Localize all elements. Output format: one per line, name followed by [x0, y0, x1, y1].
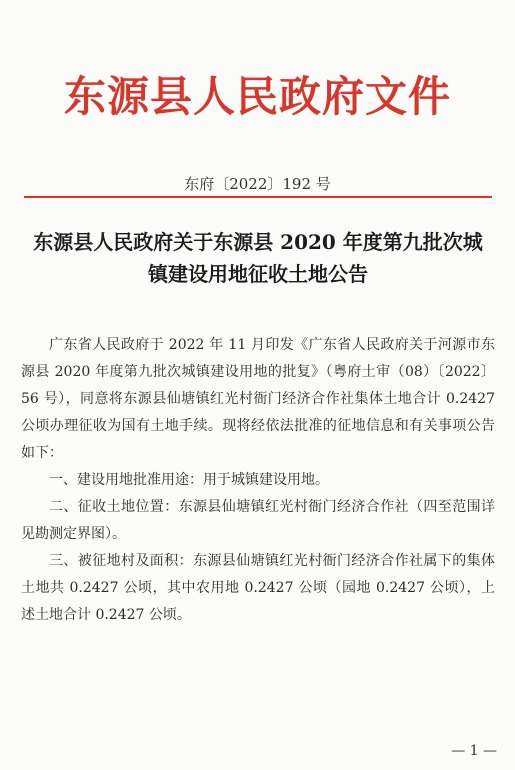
body-paragraph-area: 三、被征地村及面积：东源县仙塘镇红光村衙门经济合作社属下的集体土地共 0.2427 公顷，其中农用地 0.2427 公顷（园地 0.2427 公顷），上述土地合计 0.2427 公顷。	[21, 553, 495, 623]
document-number: 东府〔2022〕192 号	[184, 175, 331, 193]
body-paragraph-intro: 广东省人民政府于 2022 年 11 月印发《广东省人民政府关于河源市东源县 2020 年度第九批次城镇建设用地的批复》（粤府土审（08）〔2022〕56 号），同意将东源县仙塘镇红光村衙门经济合作社集体土地合计 0.2427 公顷办理征收为国有土地手续。现将经依法批准的征地信息和有关事项公告如下：	[21, 337, 495, 461]
red-divider-line	[24, 196, 492, 198]
body-paragraph-location: 二、征收土地位置：东源县仙塘镇红光村衙门经济合作社（四至范围详见勘测定界图）。	[21, 499, 495, 542]
page-number: — 1 —	[451, 743, 497, 759]
agency-header-title: 东源县人民政府文件	[63, 72, 451, 121]
document-title: 东源县人民政府关于东源县 2020 年度第九批次城镇建设用地征收土地公告	[33, 230, 483, 286]
body-paragraph-purpose: 一、建设用地批准用途：用于城镇建设用地。	[49, 472, 329, 488]
document-body	[21, 332, 495, 629]
